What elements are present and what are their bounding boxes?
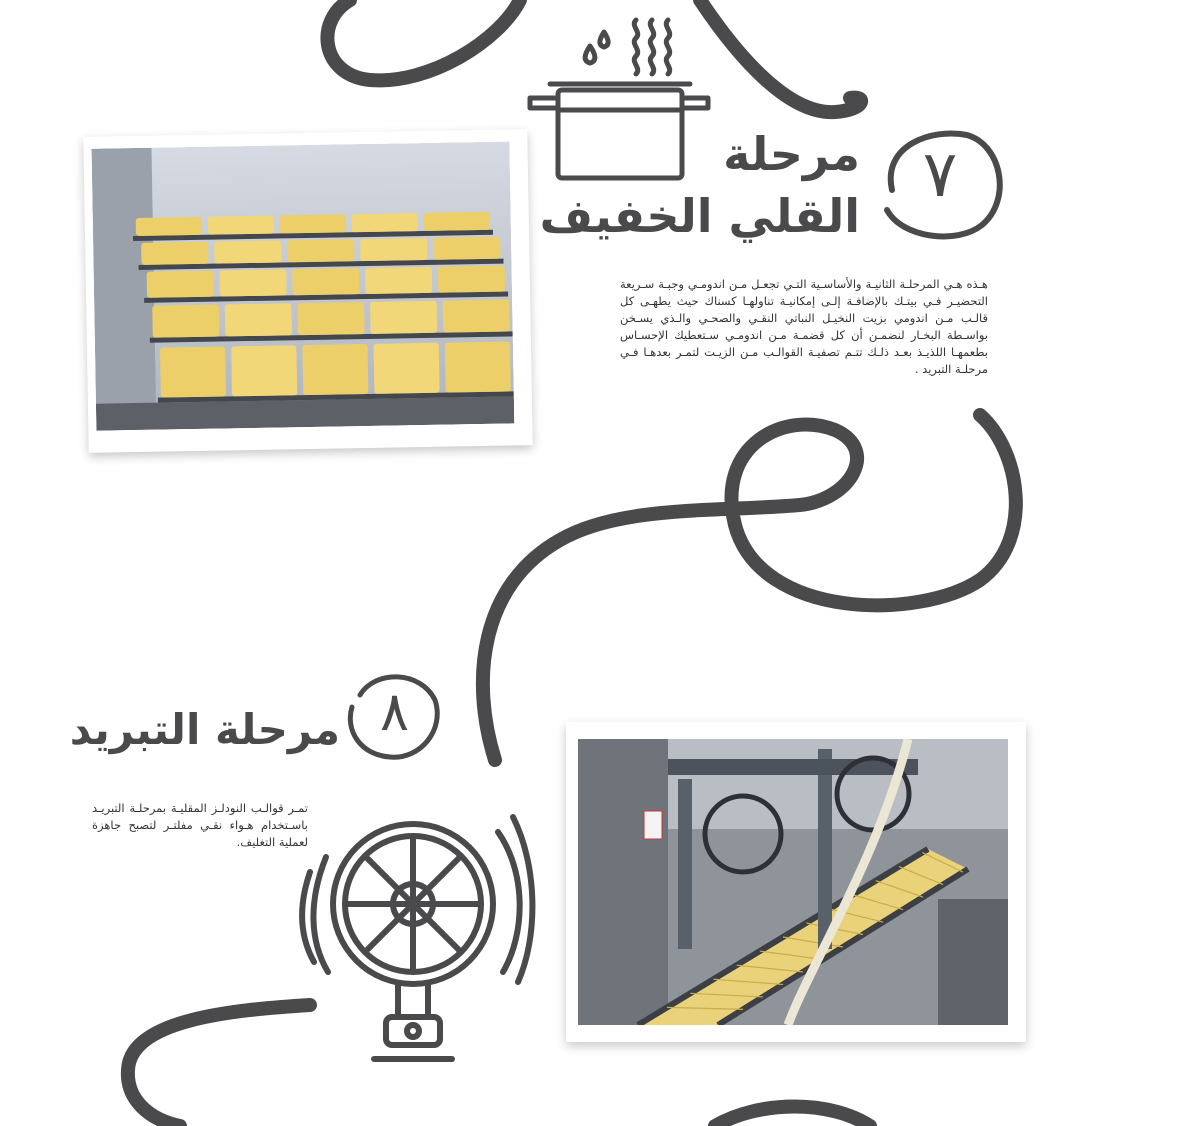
step-8-description: تمـر قوالـب النودلـز المقليـة بمرحلـة التبريـد باسـتخدام هـواء نقـي مفلتـر لتصبح جاهزة لعملية التغليف. [92,801,308,849]
step-7-number: ٧ [922,138,958,212]
step-8-number: ٨ [379,679,409,743]
cooking-pot-icon [520,12,720,187]
fried-noodle-trays-photo [91,141,514,430]
step-8-title: مرحلة التبريد [69,705,340,754]
electric-fan-icon [298,812,538,1074]
step-7-title-line-1: مرحلة [723,127,860,181]
fried-noodle-trays-photo-frame [83,129,532,453]
step-7-description: هـذه هـي المرحلـة الثانيـة والأساسـية التـي تجعـل مـن اندومـي وجبـة سـريعة التحضيـر فـي بيتـك بالإضافـة إلـى إمكانيـة تناولهـا كسناك حيث يطهـى كل قالـب مـن اندومي بزيت النخيـل النباتي النقـي والصحـي والـذي يسـخن بواسـطة البخـار لنضمـن أن كل قضمـة مـن اندومـي سـتعطيك الإحسـاس بطعمهـا اللذيـذ بعـد ذلـك تتـم تصفيـة القوالـب مـن الزيـت لتمـر بعدهـا فـي مرحلـة التبريد . [620,277,988,376]
step-7-title-line-2: القلي الخفيف [539,189,860,243]
cooling-conveyor-photo [578,739,1008,1025]
cooling-conveyor-photo-frame [566,722,1026,1042]
